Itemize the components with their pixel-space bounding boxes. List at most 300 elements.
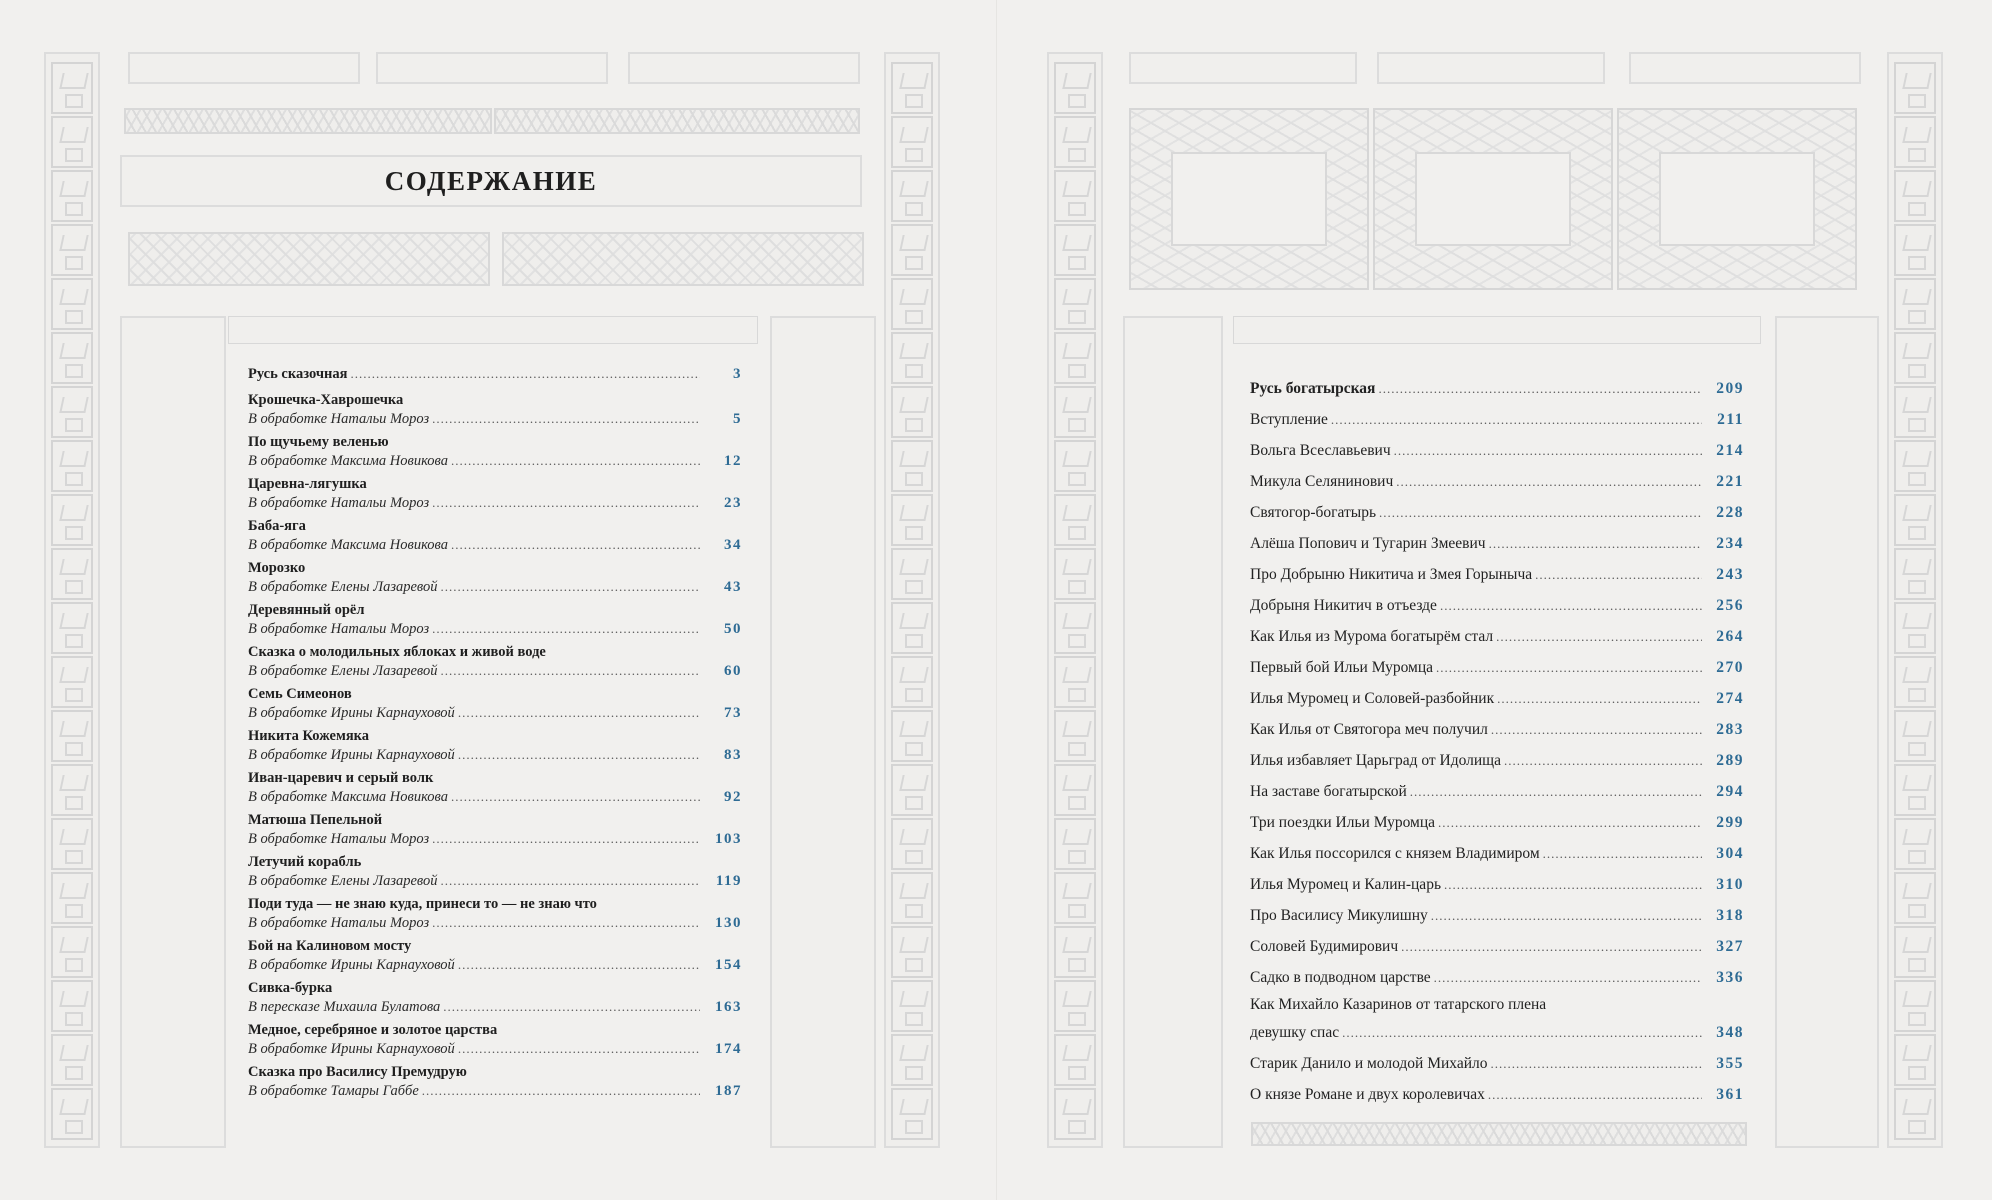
page-number: 264 <box>1716 627 1744 645</box>
leader-dots <box>1431 908 1702 924</box>
chapter-title: Три поездки Ильи Муромца <box>1250 813 1436 831</box>
story-credit: В обработке Натальи Мороз <box>248 831 430 847</box>
toc-entry[interactable] <box>1250 807 1744 838</box>
ornament-cell <box>1054 926 1096 978</box>
toc-entry[interactable] <box>1250 528 1744 559</box>
ornament-band <box>494 108 860 134</box>
chapter-title: Святогор-богатырь <box>1250 503 1377 521</box>
ornament-panel <box>502 232 864 286</box>
ornament-cell <box>1894 872 1936 924</box>
toc-entry[interactable] <box>248 602 742 644</box>
toc-entry[interactable] <box>1250 435 1744 466</box>
ornament-panel <box>128 232 490 286</box>
ornament-cell <box>891 818 933 870</box>
leader-dots <box>432 915 700 931</box>
page-number: 256 <box>1716 596 1744 614</box>
toc-line <box>1250 807 1744 838</box>
leader-dots <box>1396 474 1702 490</box>
ornament-cell <box>1054 872 1096 924</box>
ornament-cell <box>1894 1034 1936 1086</box>
toc-line <box>1250 373 1744 404</box>
page-number: 304 <box>1716 844 1744 862</box>
ornament-cell <box>51 440 93 492</box>
toc-entry[interactable] <box>248 1064 742 1106</box>
ornament-cell <box>51 980 93 1032</box>
ornament-cell <box>1894 1088 1936 1140</box>
toc-line <box>1250 1048 1744 1079</box>
toc-line <box>1250 497 1744 528</box>
leader-dots <box>432 411 700 427</box>
ornament-cell <box>891 872 933 924</box>
toc-top-frame <box>228 316 758 344</box>
ornament-column-right-outer <box>1887 52 1943 1148</box>
page-number: 5 <box>733 411 742 427</box>
story-credit: В обработке Натальи Мороз <box>248 411 430 427</box>
toc-entry[interactable] <box>1250 962 1744 993</box>
toc-line <box>1250 993 1744 1017</box>
chapter-title: Добрыня Никитич в отъезде <box>1250 596 1437 614</box>
top-frame-box <box>1129 52 1357 84</box>
toc-line <box>248 621 742 641</box>
story-title: Семь Симеонов <box>248 686 352 702</box>
toc-entry[interactable] <box>248 980 742 1022</box>
toc-entry[interactable] <box>1250 869 1744 900</box>
chapter-title: Как Илья поссорился с князем Владимиром <box>1250 844 1540 862</box>
ornament-cell <box>51 278 93 330</box>
leader-dots <box>350 366 700 382</box>
toc-entry[interactable] <box>1250 590 1744 621</box>
toc-line <box>1250 1017 1744 1048</box>
page-number: 92 <box>724 789 742 805</box>
ornament-cell <box>1054 62 1096 114</box>
toc-entry[interactable] <box>1250 1079 1744 1110</box>
story-title: Никита Кожемяка <box>248 728 370 744</box>
ornament-cell <box>891 170 933 222</box>
leader-dots <box>451 453 700 469</box>
toc-entry[interactable] <box>248 518 742 560</box>
chapter-title: Про Василису Микулишну <box>1250 906 1428 924</box>
ornament-cell <box>1054 386 1096 438</box>
toc-line <box>248 476 742 495</box>
ornament-cell <box>1054 818 1096 870</box>
toc-entry[interactable] <box>248 560 742 602</box>
leader-dots <box>1394 443 1702 459</box>
toc-line <box>1250 683 1744 714</box>
toc-entry[interactable] <box>1250 745 1744 776</box>
toc-entry[interactable] <box>248 896 742 938</box>
story-credit: В пересказе Михаила Булатова <box>248 999 441 1015</box>
ornament-cell <box>1054 170 1096 222</box>
ornament-cell <box>1054 1034 1096 1086</box>
ornament-cell <box>51 602 93 654</box>
chapter-title: О князе Романе и двух королевичах <box>1250 1085 1485 1103</box>
leader-dots <box>1401 939 1702 955</box>
story-title: Сказка про Василису Премудрую <box>248 1064 467 1080</box>
page-number: 283 <box>1716 720 1744 738</box>
page-number: 348 <box>1716 1023 1744 1041</box>
toc-entry[interactable] <box>1250 683 1744 714</box>
story-title: Царевна-лягушка <box>248 476 367 492</box>
ornament-cell <box>51 386 93 438</box>
toc-line <box>248 495 742 515</box>
ornament-cell <box>51 926 93 978</box>
toc-entry[interactable] <box>1250 466 1744 497</box>
toc-line <box>248 705 742 725</box>
ornament-cell <box>51 1034 93 1086</box>
toc-line <box>1250 466 1744 497</box>
toc-entry[interactable] <box>248 644 742 686</box>
toc-entry[interactable] <box>1250 497 1744 528</box>
ornament-cell <box>51 116 93 168</box>
ornament-cell <box>1054 278 1096 330</box>
toc-line <box>1250 621 1744 652</box>
leader-dots <box>422 1083 700 1099</box>
ornament-cell <box>1894 224 1936 276</box>
toc-line <box>1250 776 1744 807</box>
toc-line <box>248 873 742 893</box>
toc-line <box>248 434 742 453</box>
ornament-cell <box>1894 656 1936 708</box>
toc-line <box>248 728 742 747</box>
toc-line <box>248 686 742 705</box>
leader-dots <box>1436 660 1702 676</box>
page-number: 174 <box>715 1041 742 1057</box>
toc-entry[interactable] <box>248 686 742 728</box>
story-credit: В обработке Максима Новикова <box>248 789 448 805</box>
page-number: 289 <box>1716 751 1744 769</box>
ornament-cell <box>891 278 933 330</box>
story-title: Летучий корабль <box>248 854 362 870</box>
ornament-cell <box>1894 926 1936 978</box>
toc-line <box>248 518 742 537</box>
story-title: Морозко <box>248 560 306 576</box>
ornament-cell <box>891 1034 933 1086</box>
chapter-title: Илья избавляет Царьград от Идолища <box>1250 751 1501 769</box>
page-title: СОДЕРЖАНИЕ <box>384 165 598 196</box>
ornament-cell <box>51 494 93 546</box>
page-number: 310 <box>1716 875 1744 893</box>
toc-line <box>248 957 742 977</box>
ornament-cell <box>1894 440 1936 492</box>
side-frame <box>1123 316 1223 1148</box>
toc-line <box>248 831 742 851</box>
toc-line <box>248 644 742 663</box>
leader-dots <box>458 747 700 763</box>
ornament-cell <box>891 116 933 168</box>
toc-line <box>248 812 742 831</box>
ornament-cell <box>891 764 933 816</box>
chapter-title: Вступление <box>1250 410 1328 428</box>
toc-line <box>1250 404 1744 435</box>
ornament-cell <box>891 62 933 114</box>
ornament-cell <box>51 656 93 708</box>
leader-dots <box>1378 381 1702 397</box>
page-number: 130 <box>715 915 742 931</box>
story-credit: В обработке Ирины Карнауховой <box>248 705 455 721</box>
leader-dots <box>1440 598 1702 614</box>
page-number: 294 <box>1716 782 1744 800</box>
chapter-title-cont: девушку спас <box>1250 1023 1340 1041</box>
toc-line <box>248 392 742 411</box>
ornament-cell <box>1894 710 1936 762</box>
page-number: 163 <box>715 999 742 1015</box>
toc-line <box>1250 559 1744 590</box>
toc-line <box>1250 900 1744 931</box>
ornament-cell <box>1054 656 1096 708</box>
page-number: 327 <box>1716 937 1744 955</box>
toc-entry[interactable] <box>1250 373 1744 404</box>
toc-line <box>248 938 742 957</box>
ornament-cell <box>1894 494 1936 546</box>
toc-line <box>1250 1079 1744 1110</box>
top-frame-box <box>628 52 860 84</box>
toc-entry[interactable] <box>248 366 742 392</box>
story-title: Крошечка-Хаврошечка <box>248 392 404 408</box>
toc-line <box>248 1041 742 1061</box>
toc-entry[interactable] <box>248 728 742 770</box>
ornament-cell <box>1894 332 1936 384</box>
chapter-title: Первый бой Ильи Муромца <box>1250 658 1434 676</box>
toc-entry[interactable] <box>248 854 742 896</box>
side-frame <box>770 316 876 1148</box>
toc-entry[interactable] <box>1250 714 1744 745</box>
ornament-cell <box>1894 818 1936 870</box>
chapter-title: Илья Муромец и Соловей-разбойник <box>1250 689 1495 707</box>
page-number: 119 <box>715 873 742 889</box>
page-number: 299 <box>1716 813 1744 831</box>
toc-line <box>1250 962 1744 993</box>
toc-top-frame <box>1233 316 1761 344</box>
ornament-cell <box>1054 116 1096 168</box>
leader-dots <box>1434 970 1702 986</box>
story-credit: В обработке Елены Лазаревой <box>248 663 438 679</box>
chapter-title: Как Илья из Мурома богатырём стал <box>1250 627 1494 645</box>
ornament-cell <box>891 710 933 762</box>
toc-entry[interactable] <box>248 392 742 434</box>
story-credit: В обработке Тамары Габбе <box>248 1083 419 1099</box>
leader-dots <box>1488 1087 1702 1103</box>
leader-dots <box>443 999 700 1015</box>
toc-line <box>1250 652 1744 683</box>
page-number: 12 <box>724 453 742 469</box>
chapter-title: Алёша Попович и Тугарин Змеевич <box>1250 534 1486 552</box>
ornament-cell <box>1054 494 1096 546</box>
page-number: 336 <box>1716 968 1744 986</box>
ornament-cell <box>1894 602 1936 654</box>
leader-dots <box>441 579 700 595</box>
ornament-cell <box>891 548 933 600</box>
page-number: 187 <box>715 1083 742 1099</box>
leader-dots <box>458 957 700 973</box>
story-credit: В обработке Натальи Мороз <box>248 621 430 637</box>
toc-entry[interactable] <box>248 938 742 980</box>
ornament-column-left-inner <box>884 52 940 1148</box>
ornament-cell <box>891 926 933 978</box>
page-number: 50 <box>724 621 742 637</box>
toc-entry[interactable] <box>1250 931 1744 962</box>
ornament-cell <box>891 980 933 1032</box>
toc-entry[interactable] <box>1250 404 1744 435</box>
ornament-cell <box>51 224 93 276</box>
story-credit: В обработке Елены Лазаревой <box>248 873 438 889</box>
toc-line <box>248 980 742 999</box>
page-number: 318 <box>1716 906 1744 924</box>
story-title: По щучьему веленью <box>248 434 389 450</box>
toc-line <box>248 915 742 935</box>
toc-entry[interactable] <box>1250 838 1744 869</box>
ornament-cell <box>1894 278 1936 330</box>
toc-entry[interactable] <box>1250 900 1744 931</box>
ornament-cell <box>891 332 933 384</box>
page-number: 234 <box>1716 534 1744 552</box>
story-title: Сивка-бурка <box>248 980 333 996</box>
ornament-cell <box>51 548 93 600</box>
chapter-title: Как Илья от Святогора меч получил <box>1250 720 1488 738</box>
toc-line <box>248 1083 742 1103</box>
story-title: Бой на Калиновом мосту <box>248 938 412 954</box>
toc-line <box>248 453 742 473</box>
ornament-cell <box>51 332 93 384</box>
leader-dots <box>1331 412 1702 428</box>
leader-dots <box>458 705 700 721</box>
toc-entry[interactable] <box>248 812 742 854</box>
toc-line <box>1250 714 1744 745</box>
chapter-title: Как Михайло Казаринов от татарского плена <box>1250 996 1547 1013</box>
leader-dots <box>1535 567 1702 583</box>
chapter-title: Садко в подводном царстве <box>1250 968 1431 986</box>
ornament-cell <box>891 440 933 492</box>
toc-line <box>248 411 742 431</box>
ornament-cell <box>1894 980 1936 1032</box>
chapter-title: Старик Данило и молодой Михайло <box>1250 1054 1488 1072</box>
toc-line <box>1250 435 1744 466</box>
page-number: 361 <box>1716 1085 1744 1103</box>
ornament-frame-panel <box>1129 108 1369 290</box>
leader-dots <box>1489 536 1702 552</box>
ornament-frame-panel <box>1617 108 1857 290</box>
ornament-cell <box>891 224 933 276</box>
top-frame-box <box>1629 52 1861 84</box>
toc-line <box>248 999 742 1019</box>
story-credit: В обработке Ирины Карнауховой <box>248 747 455 763</box>
toc-entry[interactable] <box>1250 993 1744 1048</box>
ornament-cell <box>1054 440 1096 492</box>
toc-entry[interactable] <box>1250 1048 1744 1079</box>
ornament-cell <box>1054 602 1096 654</box>
toc-entry[interactable] <box>1250 652 1744 683</box>
page-number: 34 <box>724 537 742 553</box>
leader-dots <box>1490 1056 1702 1072</box>
ornament-cell <box>891 1088 933 1140</box>
story-title: Деревянный орёл <box>248 602 365 618</box>
ornament-cell <box>51 62 93 114</box>
side-frame <box>1775 316 1879 1148</box>
table-of-contents-right <box>1250 373 1744 1110</box>
toc-entry[interactable] <box>1250 776 1744 807</box>
leader-dots <box>1444 877 1702 893</box>
page-number: 43 <box>724 579 742 595</box>
page-number: 3 <box>733 366 742 382</box>
ornament-cell <box>1054 332 1096 384</box>
ornament-frame-panel <box>1373 108 1613 290</box>
story-credit: В обработке Натальи Мороз <box>248 915 430 931</box>
ornament-cell <box>51 764 93 816</box>
leader-dots <box>441 873 700 889</box>
toc-line <box>1250 838 1744 869</box>
toc-entry[interactable] <box>1250 559 1744 590</box>
ornament-cell <box>891 656 933 708</box>
toc-line <box>248 1064 742 1083</box>
toc-line <box>1250 745 1744 776</box>
story-credit: В обработке Ирины Карнауховой <box>248 1041 455 1057</box>
story-title: Сказка о молодильных яблоках и живой воде <box>248 644 546 660</box>
leader-dots <box>451 537 700 553</box>
chapter-title: Илья Муромец и Калин-царь <box>1250 875 1442 893</box>
toc-entry[interactable] <box>248 1022 742 1064</box>
toc-line <box>248 770 742 789</box>
toc-line <box>248 789 742 809</box>
leader-dots <box>432 621 700 637</box>
toc-entry[interactable] <box>248 434 742 476</box>
toc-line <box>248 747 742 767</box>
leader-dots <box>432 495 700 511</box>
page-number: 209 <box>1716 379 1744 397</box>
toc-line <box>1250 590 1744 621</box>
story-title: Медное, серебряное и золотое царства <box>248 1022 498 1038</box>
page-number: 103 <box>715 831 742 847</box>
toc-line <box>248 663 742 683</box>
leader-dots <box>1497 691 1702 707</box>
leader-dots <box>432 831 700 847</box>
toc-line <box>248 537 742 557</box>
ornament-column-right-inner <box>1047 52 1103 1148</box>
section-title: Русь богатырская <box>1250 379 1376 397</box>
ornament-cell <box>51 170 93 222</box>
top-frame-box <box>376 52 608 84</box>
page-number: 355 <box>1716 1054 1744 1072</box>
ornament-column-left-outer <box>44 52 100 1148</box>
top-frame-box <box>1377 52 1605 84</box>
chapter-title: Про Добрыню Никитича и Змея Горыныча <box>1250 565 1533 583</box>
toc-line <box>1250 528 1744 559</box>
page-number: 270 <box>1716 658 1744 676</box>
toc-line <box>248 579 742 599</box>
ornament-cell <box>891 602 933 654</box>
story-credit: В обработке Елены Лазаревой <box>248 579 438 595</box>
page-number: 243 <box>1716 565 1744 583</box>
ornament-cell <box>891 494 933 546</box>
page-number: 221 <box>1716 472 1744 490</box>
story-credit: В обработке Максима Новикова <box>248 453 448 469</box>
ornament-band-bottom <box>1251 1122 1747 1146</box>
ornament-cell <box>1054 764 1096 816</box>
toc-entry[interactable] <box>1250 621 1744 652</box>
ornament-cell <box>1894 116 1936 168</box>
toc-entry[interactable] <box>248 770 742 812</box>
leader-dots <box>458 1041 700 1057</box>
toc-entry[interactable] <box>248 476 742 518</box>
ornament-cell <box>51 1088 93 1140</box>
toc-line <box>248 1022 742 1041</box>
story-credit: В обработке Натальи Мороз <box>248 495 430 511</box>
story-title: Иван-царевич и серый волк <box>248 770 434 786</box>
ornament-cell <box>51 710 93 762</box>
leader-dots <box>1410 784 1702 800</box>
story-title: Поди туда — не знаю куда, принеси то — не знаю что <box>248 896 597 912</box>
leader-dots <box>451 789 700 805</box>
leader-dots <box>441 663 700 679</box>
page-number: 274 <box>1716 689 1744 707</box>
